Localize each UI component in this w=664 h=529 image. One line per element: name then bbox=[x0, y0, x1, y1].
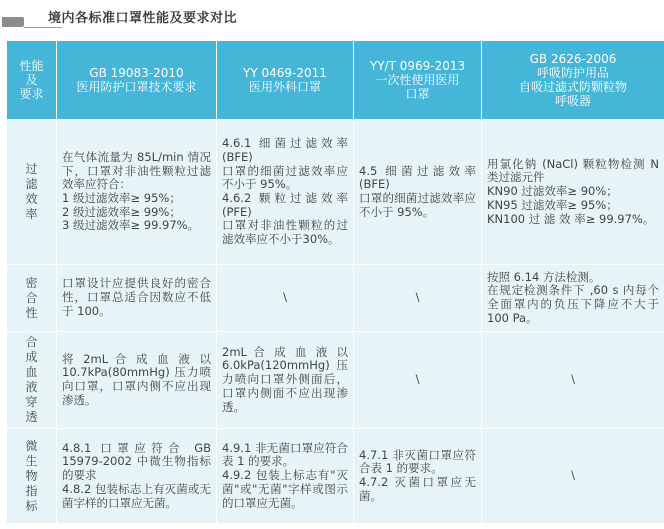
page-title: 境内各标准口罩性能及要求对比 bbox=[48, 11, 238, 26]
column-header: GB 2626-2006 呼吸防护用品 自吸过滤式防颗粒物 呼吸器 bbox=[482, 41, 664, 120]
table-cell: 将 2mL 合 成 血 液 以10.7kPa(80mmHg) 压力喷向口罩，口罩内侧不应出现渗透。 bbox=[57, 332, 217, 429]
page-header bbox=[0, 0, 664, 40]
table-cell: 用氯化钠 (NaCl) 颗粒物检测 N 类过滤元件 KN90 过滤效率≥ 90%； KN95 过滤效率≥ 95%； KN100 过 滤 效 率≥ 99.97%。 bbox=[482, 120, 664, 265]
table-cell-empty: \ bbox=[217, 265, 354, 332]
table-cell-empty: \ bbox=[482, 332, 664, 429]
table-cell: 按照 6.14 方法检测。 在规定检测条件下 ,60 s 内每个全面罩内的负压下降应不大于 100 Pa。 bbox=[482, 265, 664, 332]
comparison-table bbox=[6, 40, 664, 524]
header-decoration-bar bbox=[2, 17, 24, 27]
table-cell-empty: \ bbox=[354, 332, 482, 429]
table-row bbox=[7, 120, 664, 265]
table-row bbox=[7, 429, 664, 524]
table-cell-empty: \ bbox=[482, 429, 664, 524]
table-row bbox=[7, 332, 664, 429]
table-cell: 4.6.1 细菌过滤效率(BFE) 口罩的细菌过滤效率应不小于 95%。 4.6.2 颗粒过滤效率(PFE) 口罩对非油性颗粒的过滤效率应不小于30%。 bbox=[217, 120, 354, 265]
header-decoration-line bbox=[24, 27, 62, 28]
table-cell: 在气体流量为 85L/min 情况下，口罩对非油性颗粒过滤效率应符合： 1 级过滤效率≥ 95%； 2 级过滤效率≥ 99%； 3 级过滤效率≥ 99.97%。 bbox=[57, 120, 217, 265]
column-header: YY 0469-2011 医用外科口罩 bbox=[217, 41, 354, 120]
row-label: 密 合 性 bbox=[7, 265, 57, 332]
table-cell: 4.7.1 非灭菌口罩应符合表 1 的要求。 4.7.2 灭菌口罩应无菌。 bbox=[354, 429, 482, 524]
table-cell: 4.9.1 非无菌口罩应符合表 1 的要求。 4.9.2 包装上标志有"灭菌"或"无菌"字样或图示的口罩应无菌。 bbox=[217, 429, 354, 524]
row-label: 过 滤 效 率 bbox=[7, 120, 57, 265]
column-header: GB 19083-2010 医用防护口罩技术要求 bbox=[57, 41, 217, 120]
table-cell: 口罩设计应提供良好的密合性，口罩总适合因数应不低于 100。 bbox=[57, 265, 217, 332]
table-header-row bbox=[7, 41, 664, 120]
table-cell: 4.5 细菌过滤效率(BFE) 口罩的细菌过滤效率应不小于 95%。 bbox=[354, 120, 482, 265]
table-cell-empty: \ bbox=[354, 265, 482, 332]
table-row bbox=[7, 265, 664, 332]
header-corner-cell: 性能 及 要求 bbox=[7, 41, 57, 120]
row-label: 合 成 血 液 穿 透 bbox=[7, 332, 57, 429]
table-cell: 2mL 合 成 血 液 以6.0kPa(120mmHg)压力喷向口罩外侧面后，口罩内侧面不应出现渗透。 bbox=[217, 332, 354, 429]
column-header: YY/T 0969-2013 一次性使用医用 口罩 bbox=[354, 41, 482, 120]
row-label: 微 生 物 指 标 bbox=[7, 429, 57, 524]
table-cell: 4.8.1 口罩应符合 GB 15979-2002 中微生物指标的要求 4.8.2 包装标志上有灭菌或无菌字样的口罩应无菌。 bbox=[57, 429, 217, 524]
